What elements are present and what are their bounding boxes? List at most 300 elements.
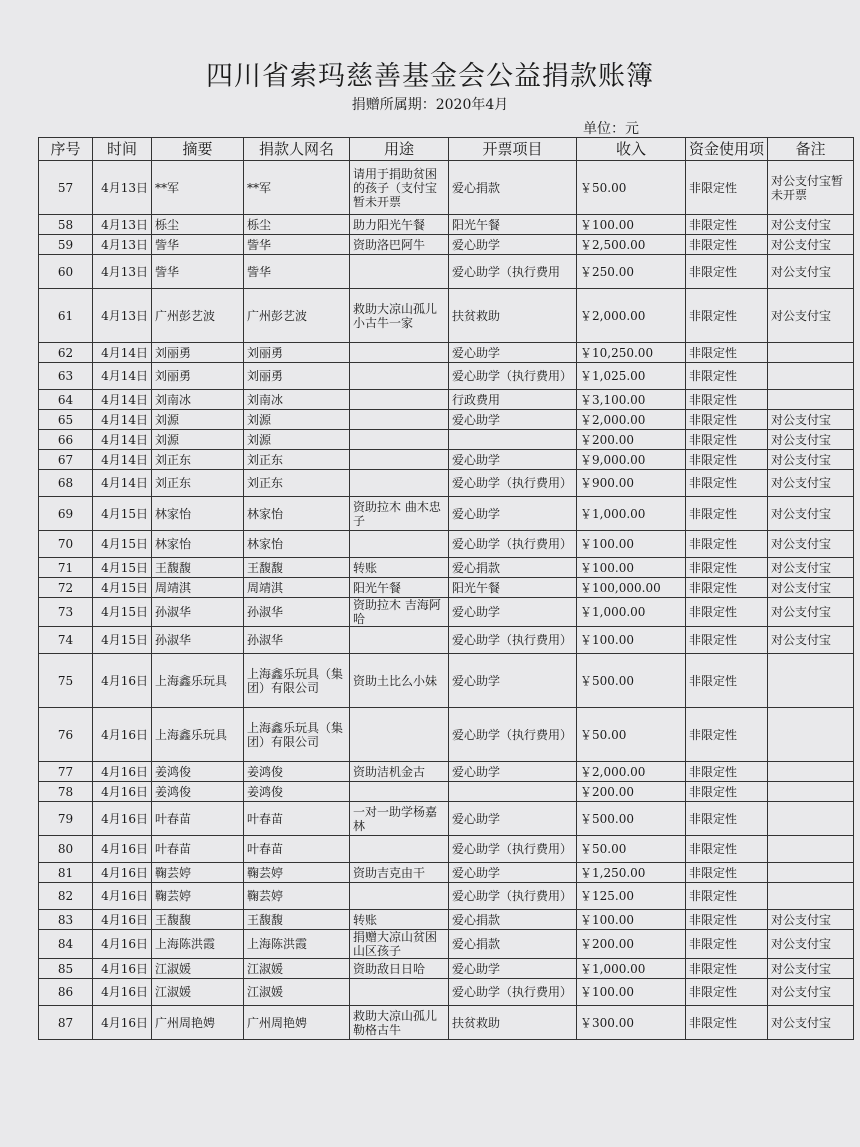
cell-date: 4月14日 — [93, 390, 152, 410]
cell-purpose: 资助拉木 曲木忠子 — [350, 497, 449, 531]
table-row — [39, 910, 854, 930]
cell-amount: ￥300.00 — [577, 1006, 686, 1040]
cell-purpose — [350, 410, 449, 430]
cell-donor: 刘南冰 — [244, 390, 350, 410]
cell-no: 57 — [39, 161, 93, 215]
cell-usage: 非限定性 — [686, 470, 768, 497]
cell-purpose: 救助大凉山孤儿勒格古牛 — [350, 1006, 449, 1040]
cell-date: 4月14日 — [93, 343, 152, 363]
header-amount: 收入 — [577, 138, 686, 161]
cell-purpose — [350, 255, 449, 289]
cell-note: 对公支付宝 — [768, 910, 854, 930]
cell-amount: ￥2,500.00 — [577, 235, 686, 255]
cell-purpose — [350, 979, 449, 1006]
cell-donor: 姜鸿俊 — [244, 782, 350, 802]
cell-no: 87 — [39, 1006, 93, 1040]
cell-date: 4月15日 — [93, 578, 152, 598]
cell-note: 对公支付宝 — [768, 1006, 854, 1040]
table-row — [39, 863, 854, 883]
table-row — [39, 215, 854, 235]
cell-donor: 鞠芸婷 — [244, 863, 350, 883]
cell-usage: 非限定性 — [686, 390, 768, 410]
cell-item: 爱心捐款 — [449, 558, 577, 578]
table-body — [39, 161, 854, 1040]
cell-item: 爱心助学 — [449, 410, 577, 430]
cell-purpose: 资助敌日日哈 — [350, 959, 449, 979]
cell-purpose: 捐赠大凉山贫困山区孩子 — [350, 930, 449, 959]
cell-note: 对公支付宝 — [768, 578, 854, 598]
cell-item: 阳光午餐 — [449, 578, 577, 598]
cell-donor: 鞠芸婷 — [244, 883, 350, 910]
cell-purpose: 转账 — [350, 910, 449, 930]
cell-summary: **军 — [152, 161, 244, 215]
cell-summary: 孙淑华 — [152, 598, 244, 627]
cell-no: 78 — [39, 782, 93, 802]
table-row — [39, 390, 854, 410]
cell-purpose — [350, 450, 449, 470]
cell-summary: 姜鸿俊 — [152, 762, 244, 782]
cell-date: 4月16日 — [93, 979, 152, 1006]
cell-item: 爱心助学（执行费用 — [449, 255, 577, 289]
cell-no: 84 — [39, 930, 93, 959]
table-row — [39, 289, 854, 343]
cell-no: 72 — [39, 578, 93, 598]
cell-item: 爱心助学 — [449, 762, 577, 782]
donation-table — [38, 137, 854, 1040]
cell-item: 爱心助学（执行费用） — [449, 883, 577, 910]
cell-summary: 江淑媛 — [152, 979, 244, 1006]
cell-donor: 訾华 — [244, 255, 350, 289]
header-summary: 摘要 — [152, 138, 244, 161]
cell-usage: 非限定性 — [686, 654, 768, 708]
cell-purpose — [350, 430, 449, 450]
cell-item — [449, 430, 577, 450]
cell-donor: 叶春苗 — [244, 836, 350, 863]
cell-date: 4月14日 — [93, 470, 152, 497]
cell-date: 4月14日 — [93, 410, 152, 430]
header-donor: 捐款人网名 — [244, 138, 350, 161]
cell-date: 4月16日 — [93, 1006, 152, 1040]
table-row — [39, 450, 854, 470]
cell-item: 扶贫救助 — [449, 1006, 577, 1040]
cell-amount: ￥100.00 — [577, 215, 686, 235]
cell-note: 对公支付宝 — [768, 255, 854, 289]
cell-amount: ￥900.00 — [577, 470, 686, 497]
header-no: 序号 — [39, 138, 93, 161]
cell-note — [768, 708, 854, 762]
cell-donor: 王馥馥 — [244, 558, 350, 578]
cell-no: 86 — [39, 979, 93, 1006]
cell-amount: ￥125.00 — [577, 883, 686, 910]
cell-purpose: 资助拉木 吉海阿哈 — [350, 598, 449, 627]
cell-usage: 非限定性 — [686, 235, 768, 255]
cell-date: 4月16日 — [93, 708, 152, 762]
cell-amount: ￥250.00 — [577, 255, 686, 289]
table-row — [39, 627, 854, 654]
cell-donor: 上海鑫乐玩具（集团）有限公司 — [244, 654, 350, 708]
cell-usage: 非限定性 — [686, 289, 768, 343]
cell-amount: ￥50.00 — [577, 836, 686, 863]
cell-usage: 非限定性 — [686, 430, 768, 450]
cell-note: 对公支付宝 — [768, 598, 854, 627]
cell-date: 4月15日 — [93, 497, 152, 531]
cell-summary: 姜鸿俊 — [152, 782, 244, 802]
cell-summary: 林家怡 — [152, 531, 244, 558]
cell-amount: ￥1,250.00 — [577, 863, 686, 883]
table-row — [39, 343, 854, 363]
cell-purpose — [350, 390, 449, 410]
cell-purpose: 资助土比么小妹 — [350, 654, 449, 708]
cell-note — [768, 802, 854, 836]
cell-date: 4月14日 — [93, 430, 152, 450]
cell-date: 4月15日 — [93, 598, 152, 627]
cell-item: 扶贫救助 — [449, 289, 577, 343]
cell-date: 4月16日 — [93, 762, 152, 782]
cell-no: 68 — [39, 470, 93, 497]
cell-purpose: 资助吉克由干 — [350, 863, 449, 883]
cell-item: 爱心助学 — [449, 863, 577, 883]
cell-item — [449, 782, 577, 802]
cell-usage: 非限定性 — [686, 910, 768, 930]
cell-note — [768, 654, 854, 708]
table-row — [39, 930, 854, 959]
table-row — [39, 654, 854, 708]
cell-summary: 刘源 — [152, 430, 244, 450]
cell-no: 80 — [39, 836, 93, 863]
cell-usage: 非限定性 — [686, 558, 768, 578]
cell-date: 4月16日 — [93, 910, 152, 930]
table-row — [39, 470, 854, 497]
cell-note: 对公支付宝 — [768, 497, 854, 531]
cell-date: 4月16日 — [93, 863, 152, 883]
table-row — [39, 430, 854, 450]
page-title: 四川省索玛慈善基金会公益捐款账簿 — [206, 61, 654, 92]
cell-summary: 广州周艳娉 — [152, 1006, 244, 1040]
cell-note: 对公支付宝 — [768, 558, 854, 578]
cell-summary: 刘正东 — [152, 450, 244, 470]
cell-summary: 上海陈洪霞 — [152, 930, 244, 959]
cell-usage: 非限定性 — [686, 578, 768, 598]
cell-note: 对公支付宝 — [768, 470, 854, 497]
cell-date: 4月16日 — [93, 802, 152, 836]
cell-item: 爱心助学 — [449, 235, 577, 255]
cell-usage: 非限定性 — [686, 215, 768, 235]
cell-usage: 非限定性 — [686, 836, 768, 863]
cell-no: 77 — [39, 762, 93, 782]
cell-amount: ￥100.00 — [577, 910, 686, 930]
cell-summary: 刘南冰 — [152, 390, 244, 410]
cell-donor: 林家怡 — [244, 531, 350, 558]
cell-date: 4月14日 — [93, 363, 152, 390]
cell-purpose: 资助洁机金古 — [350, 762, 449, 782]
cell-note: 对公支付宝 — [768, 215, 854, 235]
cell-summary: 广州彭艺波 — [152, 289, 244, 343]
table-row — [39, 578, 854, 598]
header-item: 开票项目 — [449, 138, 577, 161]
cell-summary: 上海鑫乐玩具 — [152, 654, 244, 708]
table-row — [39, 497, 854, 531]
cell-usage: 非限定性 — [686, 531, 768, 558]
cell-usage: 非限定性 — [686, 410, 768, 430]
cell-item: 爱心助学 — [449, 343, 577, 363]
cell-usage: 非限定性 — [686, 762, 768, 782]
cell-amount: ￥1,000.00 — [577, 598, 686, 627]
cell-item: 爱心捐款 — [449, 910, 577, 930]
header-usage: 资金使用项 — [686, 138, 768, 161]
cell-amount: ￥9,000.00 — [577, 450, 686, 470]
cell-purpose: 助力阳光午餐 — [350, 215, 449, 235]
cell-usage: 非限定性 — [686, 161, 768, 215]
table-header-row — [39, 138, 854, 161]
cell-date: 4月16日 — [93, 883, 152, 910]
cell-purpose: 资助洛巴阿牛 — [350, 235, 449, 255]
cell-usage: 非限定性 — [686, 1006, 768, 1040]
cell-date: 4月15日 — [93, 558, 152, 578]
cell-donor: 刘源 — [244, 410, 350, 430]
cell-item: 爱心助学（执行费用） — [449, 979, 577, 1006]
period-label: 捐赠所属期：2020年4月 — [351, 97, 509, 113]
cell-no: 83 — [39, 910, 93, 930]
cell-summary: 王馥馥 — [152, 558, 244, 578]
cell-summary: 刘源 — [152, 410, 244, 430]
cell-no: 65 — [39, 410, 93, 430]
cell-summary: 栎尘 — [152, 215, 244, 235]
cell-donor: 叶春苗 — [244, 802, 350, 836]
cell-no: 82 — [39, 883, 93, 910]
cell-summary: 刘正东 — [152, 470, 244, 497]
cell-usage: 非限定性 — [686, 782, 768, 802]
cell-note: 对公支付宝 — [768, 410, 854, 430]
cell-note: 对公支付宝 — [768, 531, 854, 558]
cell-no: 75 — [39, 654, 93, 708]
cell-date: 4月13日 — [93, 289, 152, 343]
table-row — [39, 363, 854, 390]
cell-item: 阳光午餐 — [449, 215, 577, 235]
cell-donor: 刘丽勇 — [244, 363, 350, 390]
cell-usage: 非限定性 — [686, 708, 768, 762]
cell-purpose: 请用于捐助贫困的孩子（支付宝暂未开票 — [350, 161, 449, 215]
cell-donor: 广州彭艺波 — [244, 289, 350, 343]
cell-note — [768, 782, 854, 802]
cell-item: 爱心助学（执行费用） — [449, 836, 577, 863]
cell-summary: 鞠芸婷 — [152, 883, 244, 910]
cell-purpose — [350, 782, 449, 802]
cell-donor: 刘丽勇 — [244, 343, 350, 363]
cell-donor: 王馥馥 — [244, 910, 350, 930]
cell-item: 爱心捐款 — [449, 161, 577, 215]
cell-summary: 刘丽勇 — [152, 343, 244, 363]
cell-donor: 孙淑华 — [244, 598, 350, 627]
cell-amount: ￥10,250.00 — [577, 343, 686, 363]
cell-date: 4月16日 — [93, 959, 152, 979]
cell-purpose — [350, 836, 449, 863]
cell-date: 4月16日 — [93, 836, 152, 863]
cell-donor: 广州周艳娉 — [244, 1006, 350, 1040]
cell-date: 4月13日 — [93, 235, 152, 255]
cell-date: 4月15日 — [93, 627, 152, 654]
cell-no: 67 — [39, 450, 93, 470]
cell-no: 61 — [39, 289, 93, 343]
cell-note — [768, 390, 854, 410]
cell-purpose: 一对一助学杨嘉林 — [350, 802, 449, 836]
cell-amount: ￥2,000.00 — [577, 410, 686, 430]
cell-item: 爱心捐款 — [449, 930, 577, 959]
cell-item: 爱心助学（执行费用） — [449, 708, 577, 762]
table-row — [39, 161, 854, 215]
cell-item: 爱心助学（执行费用） — [449, 627, 577, 654]
cell-note: 对公支付宝 — [768, 289, 854, 343]
cell-amount: ￥100,000.00 — [577, 578, 686, 598]
cell-amount: ￥100.00 — [577, 531, 686, 558]
cell-date: 4月13日 — [93, 215, 152, 235]
cell-note: 对公支付宝 — [768, 959, 854, 979]
cell-note — [768, 363, 854, 390]
cell-note — [768, 343, 854, 363]
table-row — [39, 410, 854, 430]
cell-donor: 刘正东 — [244, 450, 350, 470]
cell-usage: 非限定性 — [686, 598, 768, 627]
cell-summary: 鞠芸婷 — [152, 863, 244, 883]
table-row — [39, 802, 854, 836]
cell-amount: ￥2,000.00 — [577, 762, 686, 782]
cell-no: 69 — [39, 497, 93, 531]
cell-summary: 林家怡 — [152, 497, 244, 531]
cell-purpose: 救助大凉山孤儿小古牛一家 — [350, 289, 449, 343]
cell-amount: ￥200.00 — [577, 430, 686, 450]
cell-note — [768, 863, 854, 883]
cell-note: 对公支付宝 — [768, 930, 854, 959]
cell-summary: 王馥馥 — [152, 910, 244, 930]
cell-no: 71 — [39, 558, 93, 578]
cell-donor: 江淑媛 — [244, 979, 350, 1006]
cell-amount: ￥1,025.00 — [577, 363, 686, 390]
cell-date: 4月15日 — [93, 531, 152, 558]
cell-item: 爱心助学 — [449, 450, 577, 470]
cell-item: 爱心助学 — [449, 497, 577, 531]
cell-purpose — [350, 470, 449, 497]
table-row — [39, 235, 854, 255]
cell-amount: ￥200.00 — [577, 782, 686, 802]
table-row — [39, 558, 854, 578]
cell-amount: ￥50.00 — [577, 708, 686, 762]
cell-item: 行政费用 — [449, 390, 577, 410]
cell-donor: 上海陈洪霞 — [244, 930, 350, 959]
cell-donor: 刘正东 — [244, 470, 350, 497]
cell-note — [768, 883, 854, 910]
cell-item: 爱心助学（执行费用） — [449, 363, 577, 390]
cell-no: 73 — [39, 598, 93, 627]
cell-no: 66 — [39, 430, 93, 450]
cell-usage: 非限定性 — [686, 959, 768, 979]
cell-purpose — [350, 708, 449, 762]
cell-donor: 栎尘 — [244, 215, 350, 235]
cell-amount: ￥100.00 — [577, 558, 686, 578]
cell-no: 60 — [39, 255, 93, 289]
cell-no: 59 — [39, 235, 93, 255]
cell-purpose — [350, 531, 449, 558]
cell-date: 4月14日 — [93, 450, 152, 470]
header-date: 时间 — [93, 138, 152, 161]
cell-item: 爱心助学（执行费用） — [449, 470, 577, 497]
cell-purpose — [350, 343, 449, 363]
cell-donor: 江淑媛 — [244, 959, 350, 979]
cell-usage: 非限定性 — [686, 343, 768, 363]
cell-donor: 姜鸿俊 — [244, 762, 350, 782]
cell-note: 对公支付宝 — [768, 430, 854, 450]
cell-note: 对公支付宝 — [768, 979, 854, 1006]
cell-summary: 訾华 — [152, 235, 244, 255]
cell-donor: 刘源 — [244, 430, 350, 450]
cell-amount: ￥50.00 — [577, 161, 686, 215]
cell-item: 爱心助学（执行费用） — [449, 531, 577, 558]
cell-note — [768, 836, 854, 863]
table-row — [39, 708, 854, 762]
cell-date: 4月16日 — [93, 930, 152, 959]
cell-donor: 周靖淇 — [244, 578, 350, 598]
cell-purpose — [350, 627, 449, 654]
cell-usage: 非限定性 — [686, 255, 768, 289]
cell-amount: ￥1,000.00 — [577, 497, 686, 531]
cell-item: 爱心助学 — [449, 654, 577, 708]
cell-purpose — [350, 883, 449, 910]
cell-summary: 孙淑华 — [152, 627, 244, 654]
header-purpose: 用途 — [350, 138, 449, 161]
cell-donor: 孙淑华 — [244, 627, 350, 654]
cell-amount: ￥500.00 — [577, 654, 686, 708]
cell-item: 爱心助学 — [449, 598, 577, 627]
cell-summary: 叶春苗 — [152, 802, 244, 836]
cell-usage: 非限定性 — [686, 979, 768, 1006]
table-row — [39, 782, 854, 802]
cell-usage: 非限定性 — [686, 863, 768, 883]
cell-date: 4月16日 — [93, 654, 152, 708]
cell-no: 76 — [39, 708, 93, 762]
cell-no: 64 — [39, 390, 93, 410]
cell-usage: 非限定性 — [686, 883, 768, 910]
cell-no: 79 — [39, 802, 93, 836]
cell-summary: 江淑媛 — [152, 959, 244, 979]
cell-donor: 上海鑫乐玩具（集团）有限公司 — [244, 708, 350, 762]
cell-no: 62 — [39, 343, 93, 363]
cell-usage: 非限定性 — [686, 497, 768, 531]
table-row — [39, 836, 854, 863]
cell-summary: 訾华 — [152, 255, 244, 289]
cell-note: 对公支付宝 — [768, 627, 854, 654]
cell-usage: 非限定性 — [686, 930, 768, 959]
cell-no: 74 — [39, 627, 93, 654]
cell-note: 对公支付宝 — [768, 235, 854, 255]
cell-note — [768, 762, 854, 782]
cell-item: 爱心助学 — [449, 959, 577, 979]
cell-amount: ￥1,000.00 — [577, 959, 686, 979]
cell-amount: ￥100.00 — [577, 979, 686, 1006]
cell-no: 81 — [39, 863, 93, 883]
cell-summary: 上海鑫乐玩具 — [152, 708, 244, 762]
cell-purpose — [350, 363, 449, 390]
cell-date: 4月16日 — [93, 782, 152, 802]
cell-summary: 周靖淇 — [152, 578, 244, 598]
table-row — [39, 959, 854, 979]
cell-summary: 叶春苗 — [152, 836, 244, 863]
header-note: 备注 — [768, 138, 854, 161]
table-row — [39, 979, 854, 1006]
cell-amount: ￥2,000.00 — [577, 289, 686, 343]
cell-amount: ￥200.00 — [577, 930, 686, 959]
cell-date: 4月13日 — [93, 255, 152, 289]
cell-no: 85 — [39, 959, 93, 979]
cell-usage: 非限定性 — [686, 363, 768, 390]
cell-amount: ￥100.00 — [577, 627, 686, 654]
